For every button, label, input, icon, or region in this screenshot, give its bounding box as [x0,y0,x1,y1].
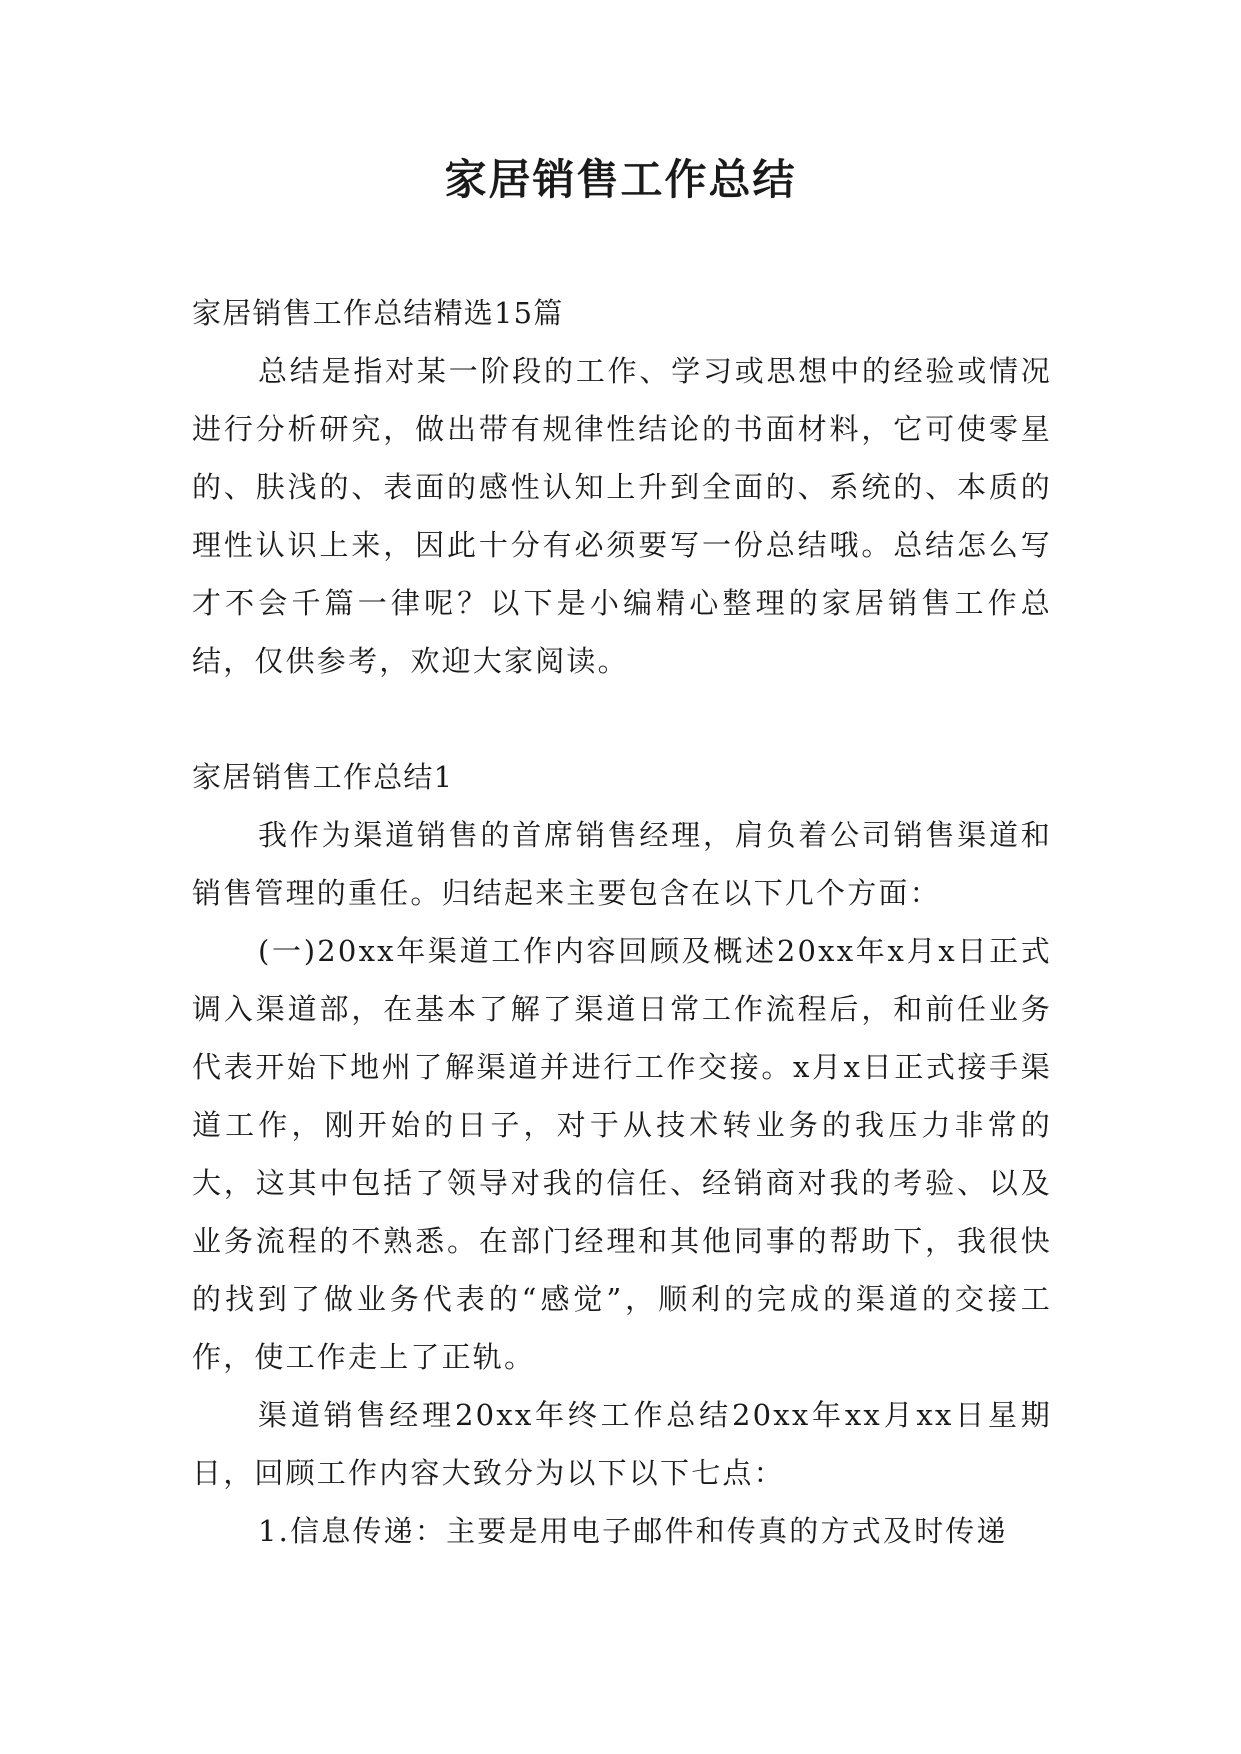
body-paragraph: 1.信息传递：主要是用电子邮件和传真的方式及时传递 [258,1514,1008,1548]
body-paragraph: 渠道销售经理20xx年终工作总结20xx年xx月xx日星期日，回顾工作内容大致分为以下以下七点： [192,1398,1052,1490]
document-body [192,284,1052,1560]
section-heading: 家居销售工作总结1 [192,760,454,794]
body-paragraph: 我作为渠道销售的首席销售经理，肩负着公司销售渠道和销售管理的重任。归结起来主要包含在以下几个方面： [192,818,1052,910]
document-title: 家居销售工作总结 [444,155,797,204]
document-subtitle: 家居销售工作总结精选15篇 [192,296,564,330]
body-paragraph: (一)20xx年渠道工作内容回顾及概述20xx年x月x日正式调入渠道部，在基本了解了渠道日常工作流程后，和前任业务代表开始下地州了解渠道并进行工作交接。x月x日正式接手渠道工作，刚开始的日子，对于从技术转业务的我压力非常的大，这其中包括了领导对我的信任、经销商对我的考验、以及业务流程的不熟悉。在部门经理和其他同事的帮助下，我很快的找到了做业务代表的“感觉”，顺利的完成的渠道的交接工作，使工作走上了正轨。 [192,934,1052,1374]
intro-paragraph: 总结是指对某一阶段的工作、学习或思想中的经验或情况进行分析研究，做出带有规律性结论的书面材料，它可使零星的、肤浅的、表面的感性认知上升到全面的、系统的、本质的理性认识上来，因此十分有必须要写一份总结哦。总结怎么写才不会千篇一律呢？以下是小编精心整理的家居销售工作总结，仅供参考，欢迎大家阅读。 [192,354,1052,678]
